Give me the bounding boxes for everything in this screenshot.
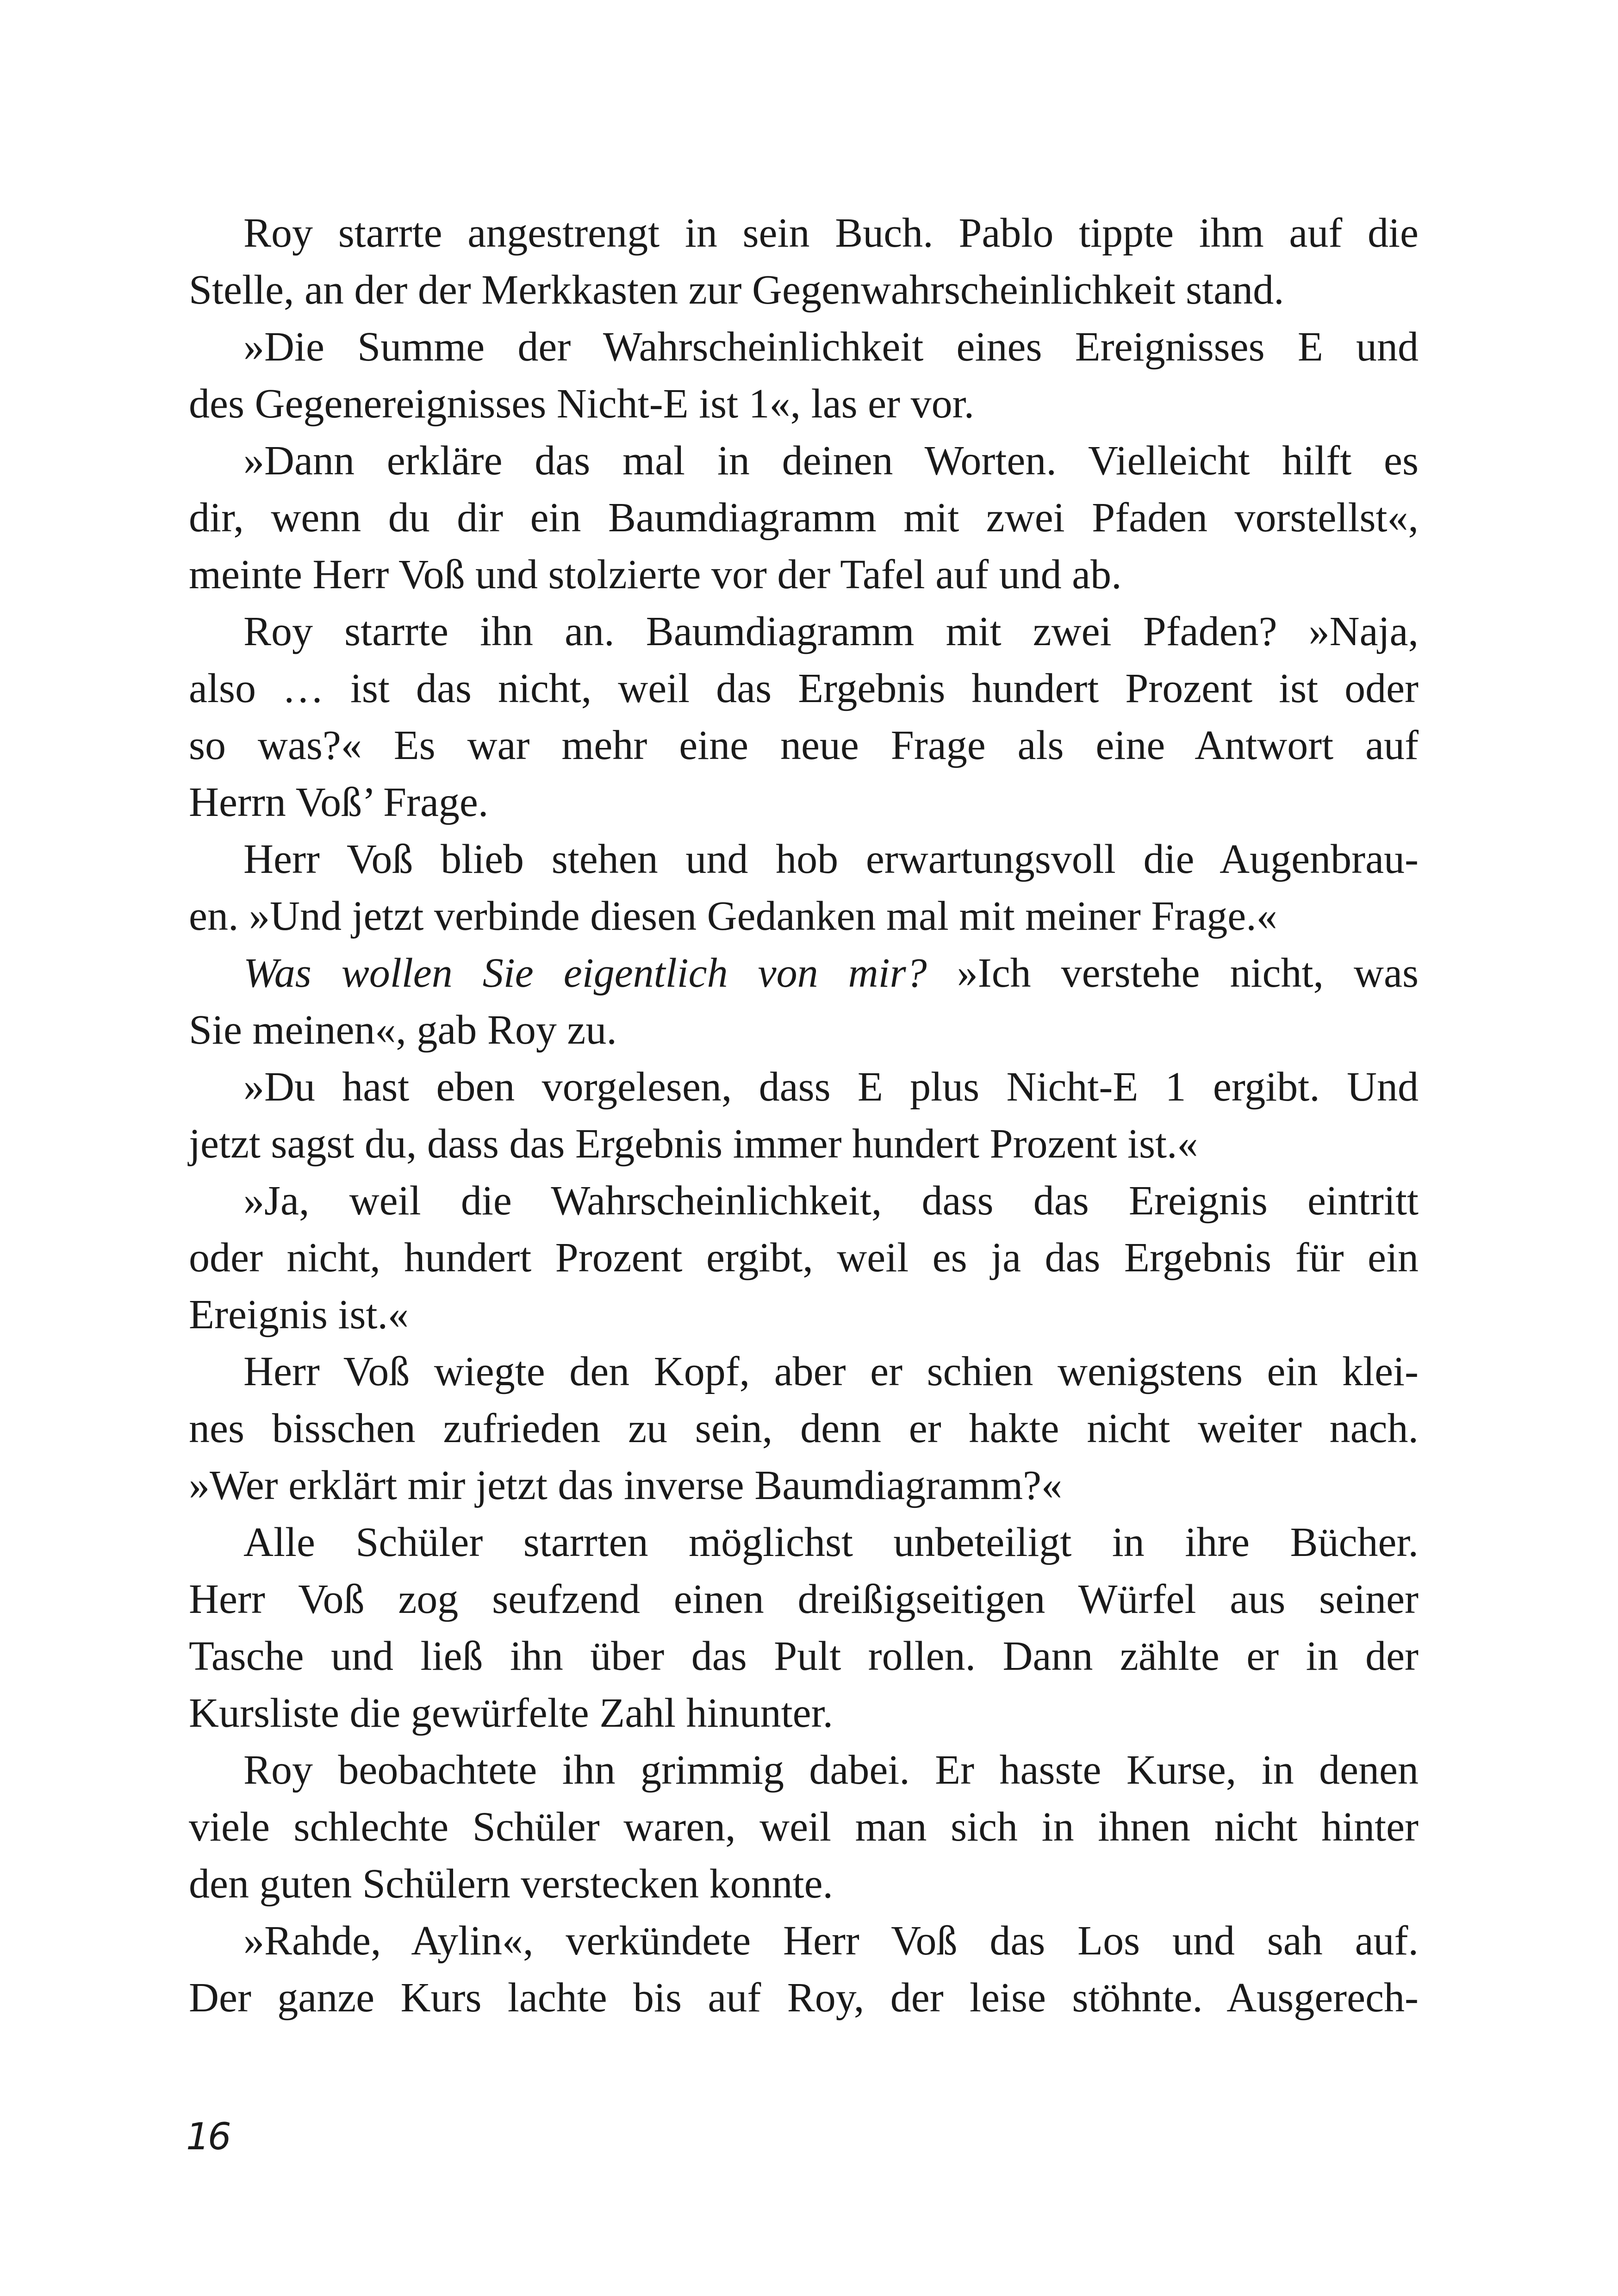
text-line: »Dann erkläre das mal in deinen Worten. Vielleicht hilft es bbox=[243, 438, 1419, 484]
text-line: oder nicht, hundert Prozent ergibt, weil es ja das Ergebnis für ein bbox=[189, 1235, 1419, 1281]
text-line: Herr Voß zog seufzend einen dreißigseitigen Würfel aus seiner bbox=[189, 1576, 1419, 1622]
text-line: Alle Schüler starrten möglichst unbeteiligt in ihre Bücher. bbox=[243, 1519, 1419, 1565]
text-line: Roy starrte angestrengt in sein Buch. Pablo tippte ihm auf die bbox=[243, 210, 1419, 256]
text-line: nes bisschen zufrieden zu sein, denn er hakte nicht weiter nach. bbox=[189, 1406, 1419, 1451]
italic-thought: Was wollen Sie eigentlich von mir? bbox=[243, 950, 927, 996]
text-line: »Wer erklärt mir jetzt das inverse Baumdiagramm?« bbox=[189, 1462, 1063, 1508]
text-line: Herrn Voß’ Frage. bbox=[189, 779, 489, 825]
text-line: Herr Voß wiegte den Kopf, aber er schien wenigstens ein klei- bbox=[243, 1349, 1419, 1394]
text-line: des Gegenereignisses Nicht-E ist 1«, las er vor. bbox=[189, 381, 975, 427]
text-line: »Die Summe der Wahrscheinlichkeit eines Ereignisses E und bbox=[243, 324, 1419, 370]
text-line: Sie meinen«, gab Roy zu. bbox=[189, 1007, 617, 1053]
text-line: Der ganze Kurs lachte bis auf Roy, der leise stöhnte. Ausgerech- bbox=[189, 1975, 1419, 2021]
text-line: so was?« Es war mehr eine neue Frage als eine Antwort auf bbox=[189, 722, 1419, 768]
text-line: Ereignis ist.« bbox=[189, 1292, 409, 1338]
text-line: »Rahde, Aylin«, verkündete Herr Voß das Los und sah auf. bbox=[243, 1918, 1419, 1964]
body-text bbox=[189, 205, 1419, 2026]
text-line: Roy beobachtete ihn grimmig dabei. Er hasste Kurse, in denen bbox=[243, 1747, 1419, 1793]
text-line: Herr Voß blieb stehen und hob erwartungsvoll die Augenbrau- bbox=[243, 836, 1419, 882]
text-line: Kursliste die gewürfelte Zahl hinunter. bbox=[189, 1690, 834, 1736]
text-line: meinte Herr Voß und stolzierte vor der Tafel auf und ab. bbox=[189, 552, 1122, 597]
text-line: also … ist das nicht, weil das Ergebnis hundert Prozent ist oder bbox=[189, 666, 1419, 711]
text-line: Roy starrte ihn an. Baumdiagramm mit zwei Pfaden? »Naja, bbox=[243, 609, 1419, 654]
text-line: »Du hast eben vorgelesen, dass E plus Nicht-E 1 ergibt. Und bbox=[243, 1064, 1419, 1110]
text-line: den guten Schülern verstecken konnte. bbox=[189, 1861, 834, 1907]
text-line: en. »Und jetzt verbinde diesen Gedanken mal mit meiner Frage.« bbox=[189, 893, 1277, 939]
text-line: »Ja, weil die Wahrscheinlichkeit, dass das Ereignis eintritt bbox=[243, 1178, 1419, 1224]
text-line: dir, wenn du dir ein Baumdiagramm mit zwei Pfaden vorstellst«, bbox=[189, 495, 1419, 541]
text-line: viele schlechte Schüler waren, weil man sich in ihnen nicht hinter bbox=[189, 1804, 1419, 1850]
text-line: Tasche und ließ ihn über das Pult rollen. Dann zählte er in der bbox=[189, 1633, 1419, 1679]
page-number: 16 bbox=[186, 2115, 230, 2158]
text-line bbox=[189, 945, 1419, 1002]
text-line: Stelle, an der der Merkkasten zur Gegenwahrscheinlichkeit stand. bbox=[189, 267, 1284, 313]
text-fragment: »Ich verstehe nicht, was bbox=[927, 950, 1419, 996]
text-line: jetzt sagst du, dass das Ergebnis immer hundert Prozent ist.« bbox=[189, 1121, 1198, 1167]
